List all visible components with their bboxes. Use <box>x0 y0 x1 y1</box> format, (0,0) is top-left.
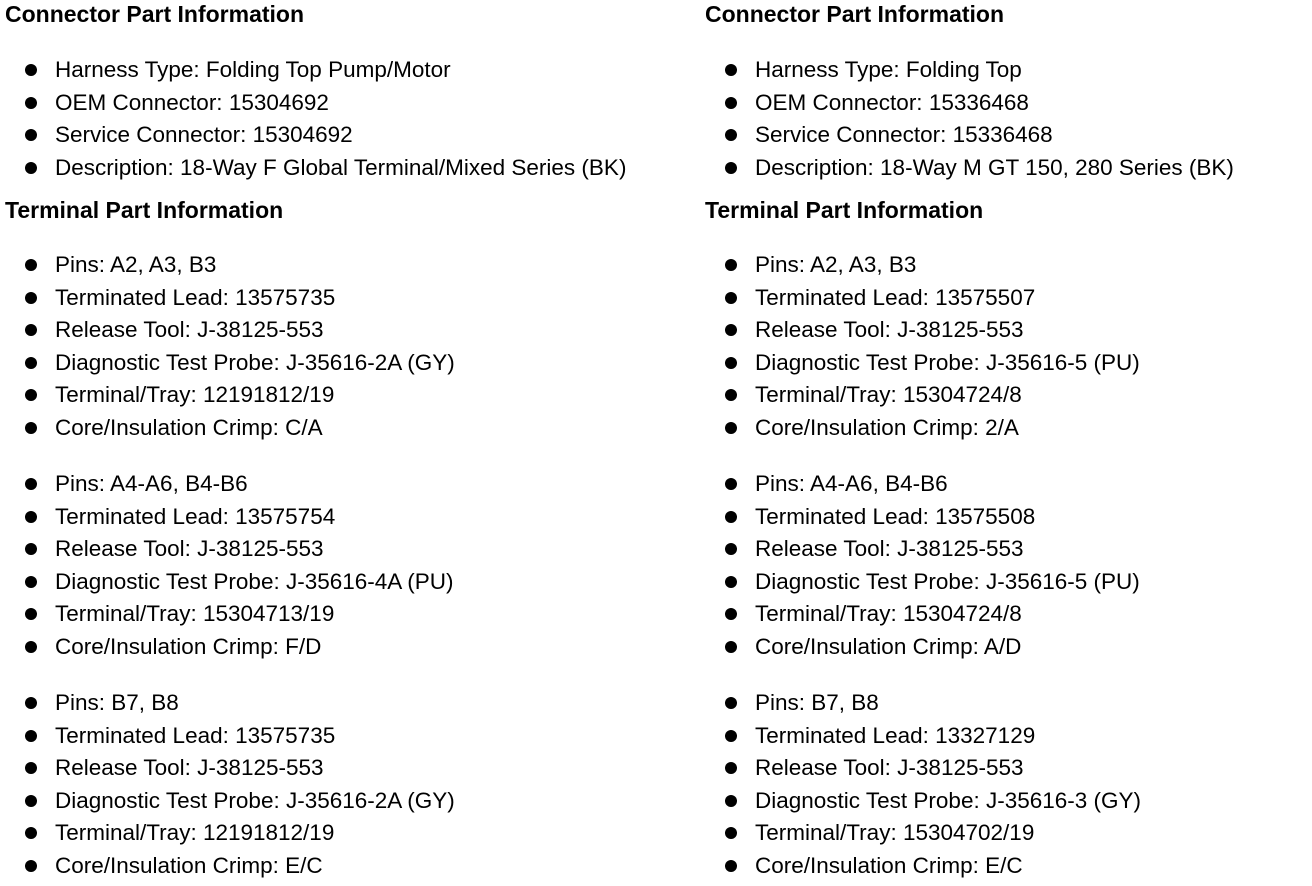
list-item: Service Connector: 15336468 <box>705 121 1234 154</box>
list-item: Terminal/Tray: 12191812/19 <box>5 819 455 852</box>
list-item: Terminated Lead: 13575735 <box>5 722 455 755</box>
bullet-icon <box>725 762 737 774</box>
list-item: Core/Insulation Crimp: E/C <box>5 852 455 885</box>
list-item: Release Tool: J-38125-553 <box>705 754 1141 787</box>
list-item: Pins: B7, B8 <box>5 689 455 722</box>
terminal-group-1 <box>5 251 455 447</box>
list-item: Release Tool: J-38125-553 <box>705 316 1140 349</box>
bullet-icon <box>25 129 37 141</box>
bullet-icon <box>725 292 737 304</box>
bullet-icon <box>25 608 37 620</box>
list-item: Pins: A4-A6, B4-B6 <box>5 470 454 503</box>
bullet-icon <box>725 422 737 434</box>
bullet-icon <box>725 730 737 742</box>
list-item: Harness Type: Folding Top <box>705 56 1234 89</box>
bullet-icon <box>725 129 737 141</box>
list-item: Core/Insulation Crimp: 2/A <box>705 414 1140 447</box>
bullet-icon <box>25 64 37 76</box>
list-item: Terminal/Tray: 15304724/8 <box>705 381 1140 414</box>
terminal-group-1 <box>705 251 1140 447</box>
list-item: Core/Insulation Crimp: C/A <box>5 414 455 447</box>
bullet-icon <box>725 697 737 709</box>
bullet-icon <box>725 64 737 76</box>
bullet-icon <box>725 860 737 872</box>
connector-part-list <box>5 56 626 186</box>
list-item: Diagnostic Test Probe: J-35616-5 (PU) <box>705 349 1140 382</box>
list-item: OEM Connector: 15304692 <box>5 89 626 122</box>
list-item: Release Tool: J-38125-553 <box>5 754 455 787</box>
bullet-icon <box>725 478 737 490</box>
list-item: Diagnostic Test Probe: J-35616-5 (PU) <box>705 568 1140 601</box>
bullet-icon <box>725 162 737 174</box>
list-item: Core/Insulation Crimp: A/D <box>705 633 1140 666</box>
bullet-icon <box>25 827 37 839</box>
bullet-icon <box>25 762 37 774</box>
list-item: Diagnostic Test Probe: J-35616-2A (GY) <box>5 787 455 820</box>
bullet-icon <box>25 324 37 336</box>
list-item: Terminal/Tray: 15304702/19 <box>705 819 1141 852</box>
list-item: Pins: A4-A6, B4-B6 <box>705 470 1140 503</box>
list-item: Terminated Lead: 13327129 <box>705 722 1141 755</box>
list-item: Terminated Lead: 13575754 <box>5 503 454 536</box>
bullet-icon <box>25 641 37 653</box>
list-item: Release Tool: J-38125-553 <box>5 316 455 349</box>
list-item: OEM Connector: 15336468 <box>705 89 1234 122</box>
list-item: Terminated Lead: 13575735 <box>5 284 455 317</box>
connector-part-heading: Connector Part Information <box>5 1 305 27</box>
bullet-icon <box>725 795 737 807</box>
bullet-icon <box>725 576 737 588</box>
list-item: Terminated Lead: 13575507 <box>705 284 1140 317</box>
list-item: Pins: A2, A3, B3 <box>705 251 1140 284</box>
bullet-icon <box>25 478 37 490</box>
list-item: Diagnostic Test Probe: J-35616-3 (GY) <box>705 787 1141 820</box>
bullet-icon <box>25 576 37 588</box>
bullet-icon <box>25 543 37 555</box>
list-item: Harness Type: Folding Top Pump/Motor <box>5 56 626 89</box>
terminal-part-heading: Terminal Part Information <box>705 197 984 223</box>
list-item: Terminated Lead: 13575508 <box>705 503 1140 536</box>
terminal-group-3 <box>705 689 1141 885</box>
list-item: Description: 18-Way M GT 150, 280 Series (BK) <box>705 154 1234 187</box>
connector-part-heading: Connector Part Information <box>705 1 1005 27</box>
bullet-icon <box>25 389 37 401</box>
list-item: Service Connector: 15304692 <box>5 121 626 154</box>
bullet-icon <box>725 511 737 523</box>
list-item: Core/Insulation Crimp: F/D <box>5 633 454 666</box>
bullet-icon <box>725 608 737 620</box>
list-item: Diagnostic Test Probe: J-35616-2A (GY) <box>5 349 455 382</box>
list-item: Description: 18-Way F Global Terminal/Mixed Series (BK) <box>5 154 626 187</box>
bullet-icon <box>725 97 737 109</box>
bullet-icon <box>25 697 37 709</box>
bullet-icon <box>25 860 37 872</box>
bullet-icon <box>725 389 737 401</box>
bullet-icon <box>25 357 37 369</box>
bullet-icon <box>25 795 37 807</box>
list-item: Release Tool: J-38125-553 <box>705 535 1140 568</box>
terminal-group-3 <box>5 689 455 885</box>
terminal-part-heading: Terminal Part Information <box>5 197 284 223</box>
list-item: Core/Insulation Crimp: E/C <box>705 852 1141 885</box>
list-item: Pins: A2, A3, B3 <box>5 251 455 284</box>
list-item: Terminal/Tray: 12191812/19 <box>5 381 455 414</box>
bullet-icon <box>725 259 737 271</box>
bullet-icon <box>725 324 737 336</box>
bullet-icon <box>25 259 37 271</box>
bullet-icon <box>25 162 37 174</box>
list-item: Diagnostic Test Probe: J-35616-4A (PU) <box>5 568 454 601</box>
bullet-icon <box>25 97 37 109</box>
bullet-icon <box>25 422 37 434</box>
connector-part-list <box>705 56 1234 186</box>
bullet-icon <box>725 357 737 369</box>
bullet-icon <box>25 292 37 304</box>
list-item: Terminal/Tray: 15304713/19 <box>5 600 454 633</box>
bullet-icon <box>25 511 37 523</box>
bullet-icon <box>25 730 37 742</box>
bullet-icon <box>725 641 737 653</box>
list-item: Terminal/Tray: 15304724/8 <box>705 600 1140 633</box>
bullet-icon <box>725 543 737 555</box>
bullet-icon <box>725 827 737 839</box>
terminal-group-2 <box>705 470 1140 666</box>
terminal-group-2 <box>5 470 454 666</box>
list-item: Release Tool: J-38125-553 <box>5 535 454 568</box>
list-item: Pins: B7, B8 <box>705 689 1141 722</box>
